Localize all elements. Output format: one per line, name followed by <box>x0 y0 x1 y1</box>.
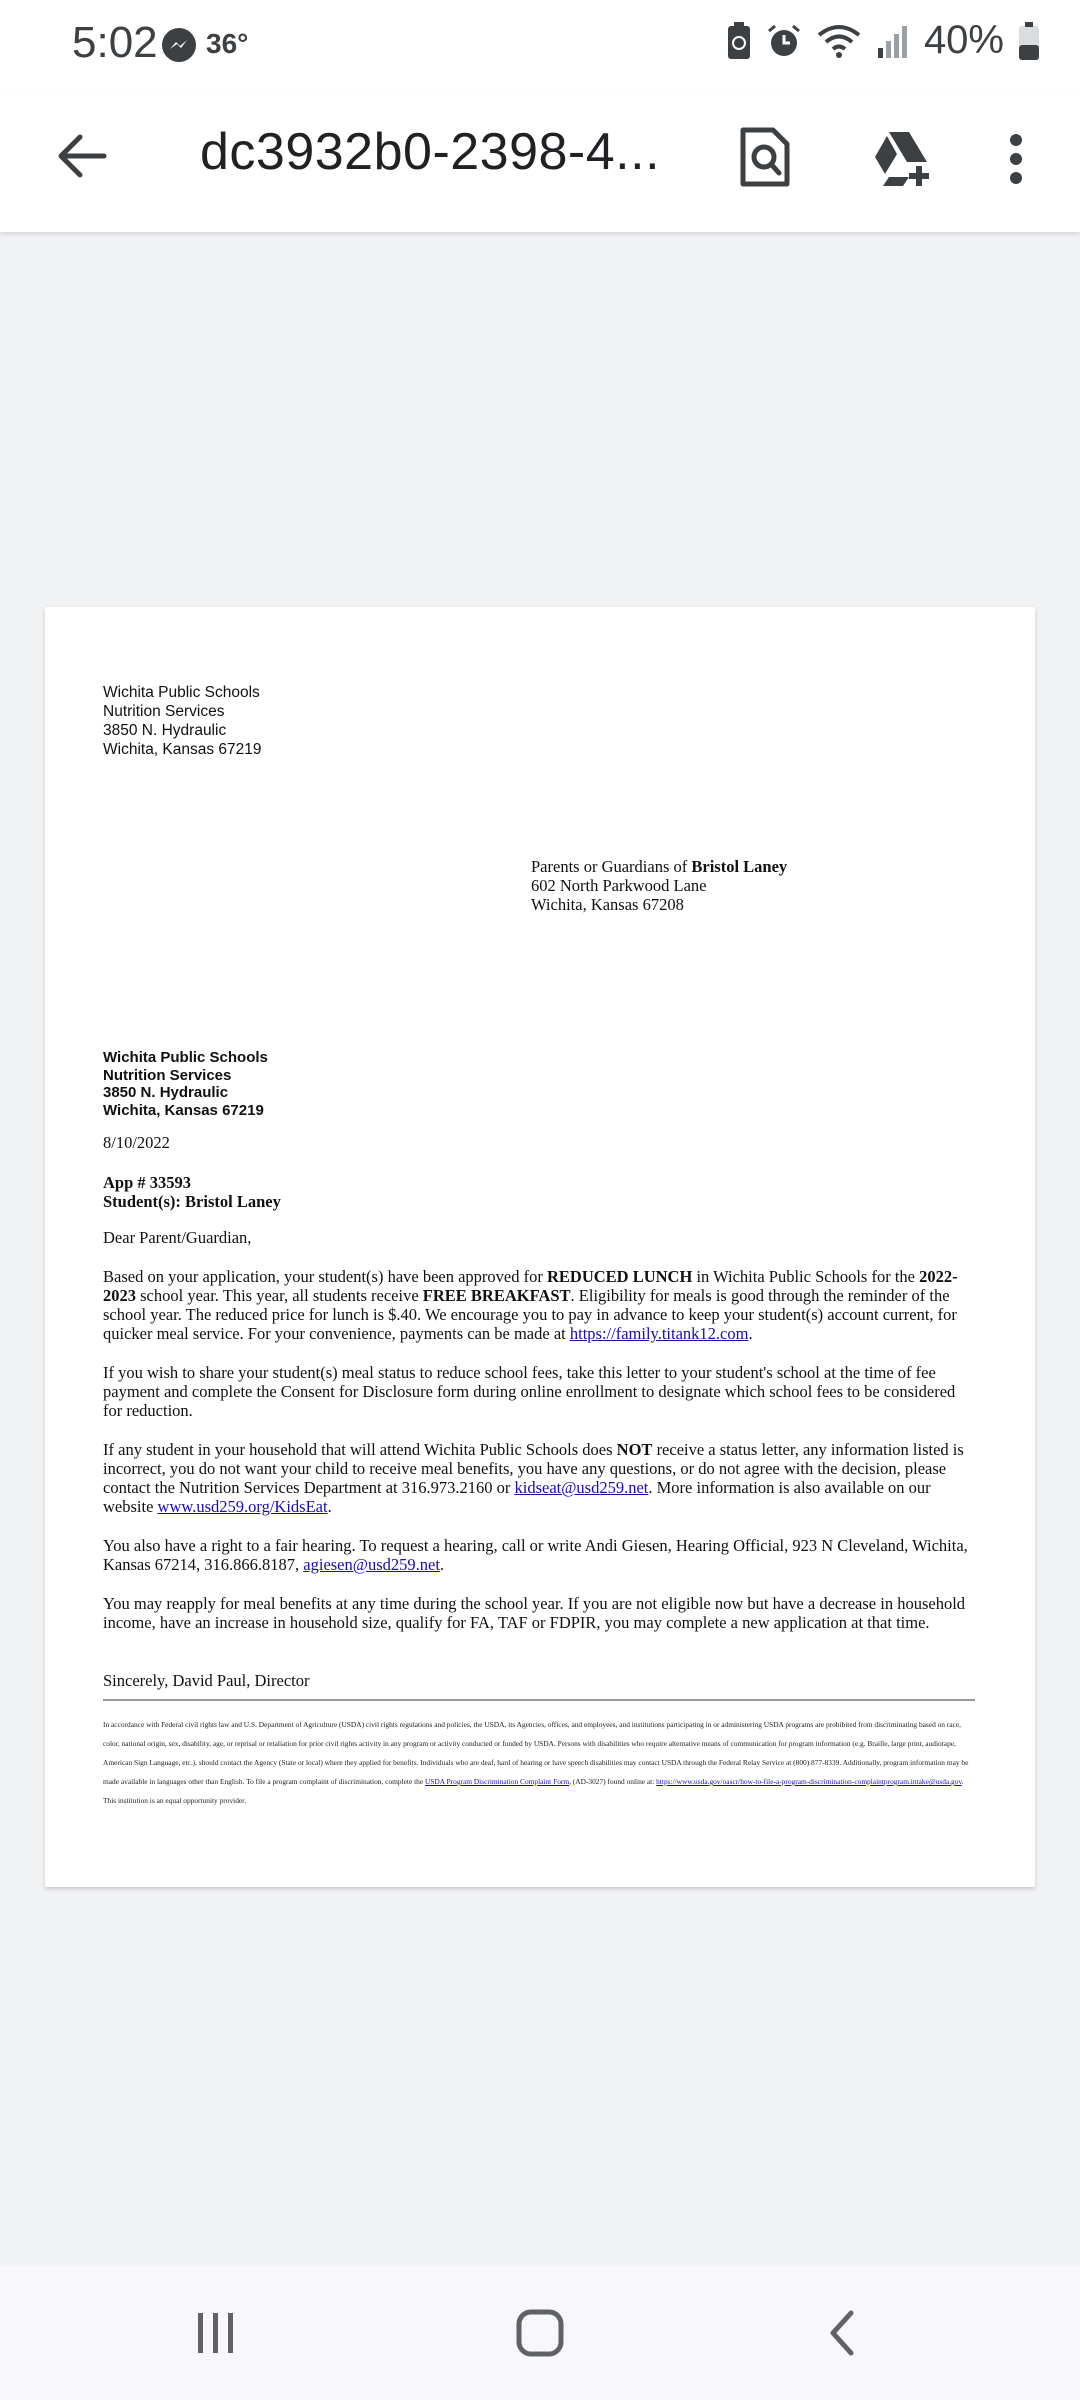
complaint-url-link[interactable]: https://www.usda.gov/oascr/how-to-file-a-program-discrimination-complaint <box>656 1777 884 1786</box>
application-info <box>103 1173 281 1211</box>
sender-line: 3850 N. Hydraulic <box>103 1084 229 1101</box>
sender-line: Wichita, Kansas 67219 <box>103 1101 264 1119</box>
home-icon <box>516 2309 564 2357</box>
recipient-line <box>531 857 787 876</box>
recipient-line: 602 North Parkwood Lane <box>531 876 707 895</box>
recipient-line: Wichita, Kansas 67208 <box>531 895 684 914</box>
sender-line: Wichita, Kansas 67219 <box>103 741 262 758</box>
recipient-address <box>531 857 787 914</box>
paragraph-contact: If any student in your household that will attend Wichita Public Schools does NOT receive a status letter, any information listed is incorrect, you do not want your child to receive meal benefits, you have any questions, or do not agree with the decision, please contact the Nutrition Services Department at 316.973.2160 or kidseat@usd259.net. More information is also available on our website www.usd259.org/KidsEat. <box>103 1440 964 1516</box>
paragraph-fees: If you wish to share your student(s) meal status to reduce school fees, take this letter to your student's school at the time of fee payment and complete the Consent for Disclosure form during online enrollment to designate which school fees to be considered for reduction. <box>103 1363 956 1420</box>
recipient-prefix: Parents or Guardians of <box>531 857 692 876</box>
add-to-drive-button[interactable] <box>862 120 942 196</box>
paragraph-hearing: You also have a right to a fair hearing. To request a hearing, call or write Andi Giesen, Hearing Official, 923 N Cleveland, Wichita, Kansas 67214, 316.866.8187, agiesen@usd259.net. <box>103 1536 968 1574</box>
status-time: 5:02 <box>72 18 158 67</box>
find-in-document-icon <box>739 126 791 188</box>
greeting: Dear Parent/Guardian, <box>103 1228 252 1247</box>
more-vert-icon <box>1009 134 1023 184</box>
recent-apps-button[interactable] <box>156 2290 276 2376</box>
sender-line: Nutrition Services <box>103 703 225 720</box>
messenger-icon <box>162 28 196 62</box>
battery-icon <box>1018 21 1040 61</box>
sender-line: Nutrition Services <box>103 1066 232 1084</box>
document-page[interactable] <box>45 607 1035 1887</box>
alarm-icon <box>766 23 802 59</box>
battery-percent: 40% <box>923 18 1004 62</box>
letter-date: 8/10/2022 <box>103 1133 170 1152</box>
nondiscrimination-footer: In accordance with Federal civil rights law and U.S. Department of Agriculture (USDA) civil rights regulations and policies, the USDA, its Agencies, offices, and employees, and institutions participating in or administering USDA programs are prohibited from discriminating based on race, color, national origin, sex, disability, age, or reprisal or retaliation for prior civil rights activity in any program or activity conducted or funded by USDA. Persons with disabilities who require alternative means of communication for program information (e.g. Braille, large print, audiotape, American Sign Language, etc.), should contact the Agency (State or local) where they applied for benefits. Individuals who are deaf, hard of hearing or have speech disabilities may contact USDA through the Federal Relay Service at (800) 877-8339. Additionally, program information may be made available in languages other than English. To file a program complaint of discrimination, complete the USDA Program Discrimination Complaint Form, (AD-3027) found online at: https://www.usda.gov/oascr/how-to-file-a-program-discrimination-complaintprogram.intake@usda.gov. This institution is an equal opportunity provider. <box>103 1720 969 1805</box>
back-icon <box>827 2309 857 2357</box>
sender-line: Wichita Public Schools <box>103 1049 268 1066</box>
wifi-icon <box>816 23 862 59</box>
paragraph-approval: Based on your application, your student(s) have been approved for REDUCED LUNCH in Wichita Public Schools for the 2022-2023 school year. This year, all students receive FREE BREAKFAST. Eligibility for meals is good through the reminder of the school year. The reduced price for lunch is $.40. We encourage you to pay in advance to keep your student(s) account current, for quicker meal service. For your convenience, payments can be made at https://family.titank12.com. <box>103 1267 958 1343</box>
payment-link[interactable]: https://family.titank12.com <box>569 1324 749 1343</box>
back-button[interactable] <box>46 120 118 192</box>
navigation-bar <box>0 2266 1080 2400</box>
back-arrow-icon <box>56 132 108 180</box>
recipient-name: Bristol Laney <box>691 857 788 876</box>
nav-back-button[interactable] <box>782 2290 902 2376</box>
footer-divider <box>103 1699 975 1701</box>
signature: Sincerely, David Paul, Director <box>103 1671 310 1690</box>
students: Student(s): Bristol Laney <box>103 1192 281 1211</box>
document-title: dc3932b0-2398-4... <box>200 123 661 181</box>
recent-apps-icon <box>196 2311 236 2355</box>
paragraph-reapply: You may reapply for meal benefits at any time during the school year. If you are not eligible now but have a decrease in household income, have an increase in household size, qualify for FA, TAF or FDPIR, you may complete a new application at that time. <box>103 1594 966 1632</box>
signal-icon <box>876 24 910 58</box>
app-bar <box>0 90 1080 232</box>
home-button[interactable] <box>480 2290 600 2376</box>
sender-address <box>103 683 262 759</box>
find-in-document-button[interactable] <box>726 118 804 196</box>
kidseat-email-link[interactable]: kidseat@usd259.net <box>514 1478 649 1497</box>
sender-line: Wichita Public Schools <box>103 684 260 701</box>
battery-saver-icon <box>726 21 752 61</box>
status-icons <box>726 18 1040 63</box>
status-bar <box>0 0 1080 90</box>
program-intake-link[interactable]: program.intake@usda.gov <box>883 1777 962 1786</box>
app-number: App # 33593 <box>103 1173 192 1192</box>
hearing-email-link[interactable]: agiesen@usd259.net <box>303 1555 440 1574</box>
sender-line: 3850 N. Hydraulic <box>103 722 227 739</box>
sender-address-bold <box>103 1049 268 1119</box>
add-to-drive-icon <box>869 130 935 186</box>
status-temperature: 36° <box>206 28 249 59</box>
more-options-button[interactable] <box>996 120 1036 198</box>
complaint-form-link[interactable]: USDA Program Discrimination Complaint Form <box>424 1777 570 1786</box>
kidseat-website-link[interactable]: www.usd259.org/KidsEat <box>157 1497 328 1516</box>
